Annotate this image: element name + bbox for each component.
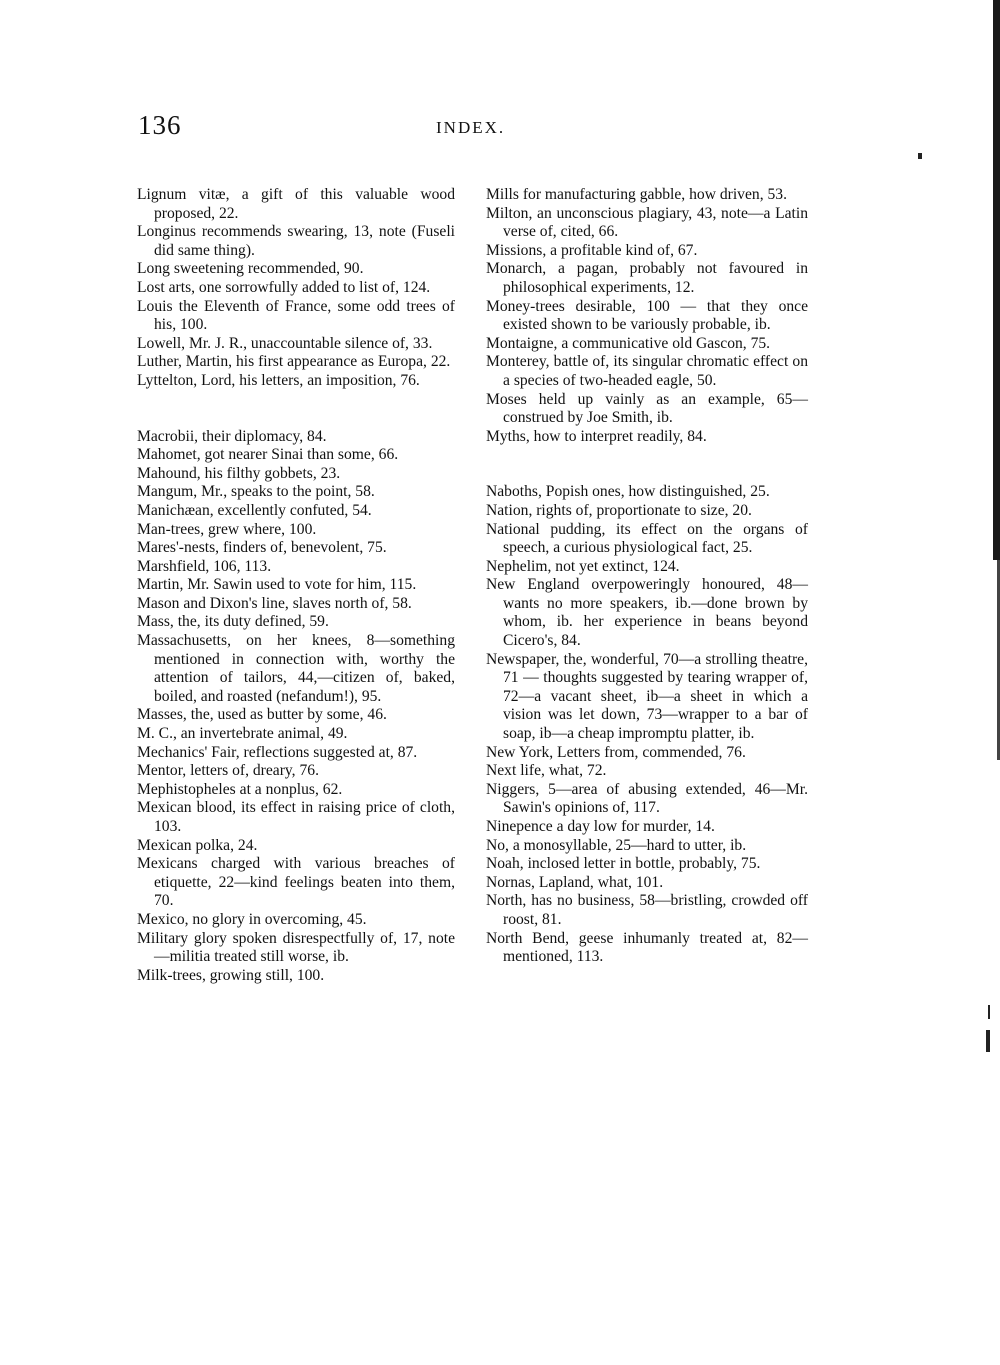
index-entry: Mills for manufacturing gabble, how driven, 53. xyxy=(486,186,787,203)
index-entry: Mares'-nests, finders of, benevolent, 75. xyxy=(137,539,387,557)
index-entry: Martin, Mr. Sawin used to vote for him, 115. xyxy=(137,576,417,594)
index-entry: National pudding, its effect on the organs of speech, a curious physiological fact, 25. xyxy=(486,520,808,557)
index-entry: Monterey, battle of, its singular chromatic effect on a species of two-headed eagle, 50. xyxy=(486,353,808,389)
index-entry: Masses, the, used as butter by some, 46. xyxy=(137,706,387,724)
index-entry: Long sweetening recommended, 90. xyxy=(137,260,364,278)
index-entry: Newspaper, the, wonderful, 70—a strolling theatre, 71 — thoughts suggested by tearing wrapper of, 72—a vacant sheet, ib—a sheet in which a vision was let down, 73—wrapper to a bar of soap, ib—a cheap impromptu platter, ib. xyxy=(486,650,808,743)
index-entry: Nephelim, not yet extinct, 124. xyxy=(486,557,680,575)
index-entry: New York, Letters from, commended, 76. xyxy=(486,743,746,761)
index-entry: North, has no business, 58—bristling, crowded off roost, 81. xyxy=(486,892,808,928)
index-entry: Marshfield, 106, 113. xyxy=(137,557,272,575)
index-entry: Mahound, his filthy gobbets, 23. xyxy=(137,464,341,482)
index-entry: Moses held up vainly as an example, 65—construed by Joe Smith, ib. xyxy=(486,390,808,427)
index-entry: Mahomet, got nearer Sinai than some, 66. xyxy=(137,446,399,464)
index-entry: Mephistopheles at a nonplus, 62. xyxy=(137,780,343,798)
index-entry: Mexico, no glory in overcoming, 45. xyxy=(137,910,367,928)
ink-speck xyxy=(988,1005,990,1019)
index-entry: Myths, how to interpret readily, 84. xyxy=(486,427,707,445)
index-entry: Niggers, 5—area of abusing extended, 46—Mr. Sawin's opinions of, 117. xyxy=(486,780,808,817)
index-entry: Milton, an unconscious plagiary, 43, note—a Latin verse of, cited, 66. xyxy=(486,204,808,241)
page-edge-shadow xyxy=(993,0,1000,560)
index-entry: Money-trees desirable, 100 — that they once existed shown to be variously probable, ib. xyxy=(486,297,808,334)
index-entry: Lignum vitæ, a gift of this valuable wood proposed, 22. xyxy=(137,186,455,222)
index-entry: Manichæan, excellently confuted, 54. xyxy=(137,501,372,519)
index-entry: Military glory spoken disrespectfully of, 17, note—militia treated still worse, ib. xyxy=(137,929,455,966)
index-entry: Mechanics' Fair, reflections suggested at, 87. xyxy=(137,743,418,761)
index-entry: Lost arts, one sorrowfully added to list of, 124. xyxy=(137,278,431,296)
index-entry: Nation, rights of, proportionate to size, 20. xyxy=(486,501,752,519)
index-entry: M. C., an invertebrate animal, 49. xyxy=(137,725,348,743)
index-entry: Noah, inclosed letter in bottle, probably, 75. xyxy=(486,855,761,873)
index-entry: Longinus recommends swearing, 13, note (Fuseli did same thing). xyxy=(137,223,455,259)
index-entry: Next life, what, 72. xyxy=(486,762,607,780)
index-entry: New England overpoweringly honoured, 48—wants no more speakers, ib.—done brown by whom, ib. her experience in beans beyond Cicero's, 84. xyxy=(486,576,808,650)
index-column-left xyxy=(137,186,455,985)
index-entry: Missions, a profitable kind of, 67. xyxy=(486,241,698,259)
index-entry: Ninepence a day low for murder, 14. xyxy=(486,818,715,835)
index-entry: Naboths, Popish ones, how distinguished, 25. xyxy=(486,483,770,501)
index-entry: Mentor, letters of, dreary, 76. xyxy=(137,762,319,780)
index-column-right xyxy=(486,186,808,967)
page-number: 136 xyxy=(138,110,182,140)
running-head: INDEX. xyxy=(436,118,506,137)
index-entry: Luther, Martin, his first appearance as Europa, 22. xyxy=(137,353,451,371)
ink-speck xyxy=(918,153,922,159)
index-entry: Mexicans charged with various breaches of etiquette, 22—kind feelings beaten into them, 70. xyxy=(137,855,455,910)
letter-section-gap xyxy=(137,391,455,428)
ink-speck xyxy=(986,1030,990,1052)
index-entry: Mass, the, its duty defined, 59. xyxy=(137,613,329,631)
index-entry: Mexican blood, its effect in raising price of cloth, 103. xyxy=(137,799,455,835)
index-entry: Nornas, Lapland, what, 101. xyxy=(486,873,664,891)
index-entry: Mexican polka, 24. xyxy=(137,836,258,854)
index-entry: Monarch, a pagan, probably not favoured in philosophical experiments, 12. xyxy=(486,260,808,296)
index-entry: Milk-trees, growing still, 100. xyxy=(137,966,325,984)
index-entry: Macrobii, their diplomacy, 84. xyxy=(137,427,327,445)
index-entry: Mangum, Mr., speaks to the point, 58. xyxy=(137,483,375,501)
letter-section-gap xyxy=(486,446,808,483)
index-entry: Mason and Dixon's line, slaves north of, 58. xyxy=(137,594,412,612)
index-entry: North Bend, geese inhumanly treated at, 82—mentioned, 113. xyxy=(486,929,808,966)
index-entry: No, a monosyllable, 25—hard to utter, ib. xyxy=(486,836,747,854)
index-entry: Massachusetts, on her knees, 8—something mentioned in connection with, worthy the attention of tailors, 44,—citizen of, baked, boiled, and roasted (nefandum!), 95. xyxy=(137,632,455,705)
index-entry: Lowell, Mr. J. R., unaccountable silence of, 33. xyxy=(137,334,433,352)
index-entry: Man-trees, grew where, 100. xyxy=(137,520,317,538)
index-entry: Montaigne, a communicative old Gascon, 75. xyxy=(486,334,771,352)
index-entry: Louis the Eleventh of France, some odd trees of his, 100. xyxy=(137,297,455,334)
index-entry: Lyttelton, Lord, his letters, an imposition, 76. xyxy=(137,371,420,389)
